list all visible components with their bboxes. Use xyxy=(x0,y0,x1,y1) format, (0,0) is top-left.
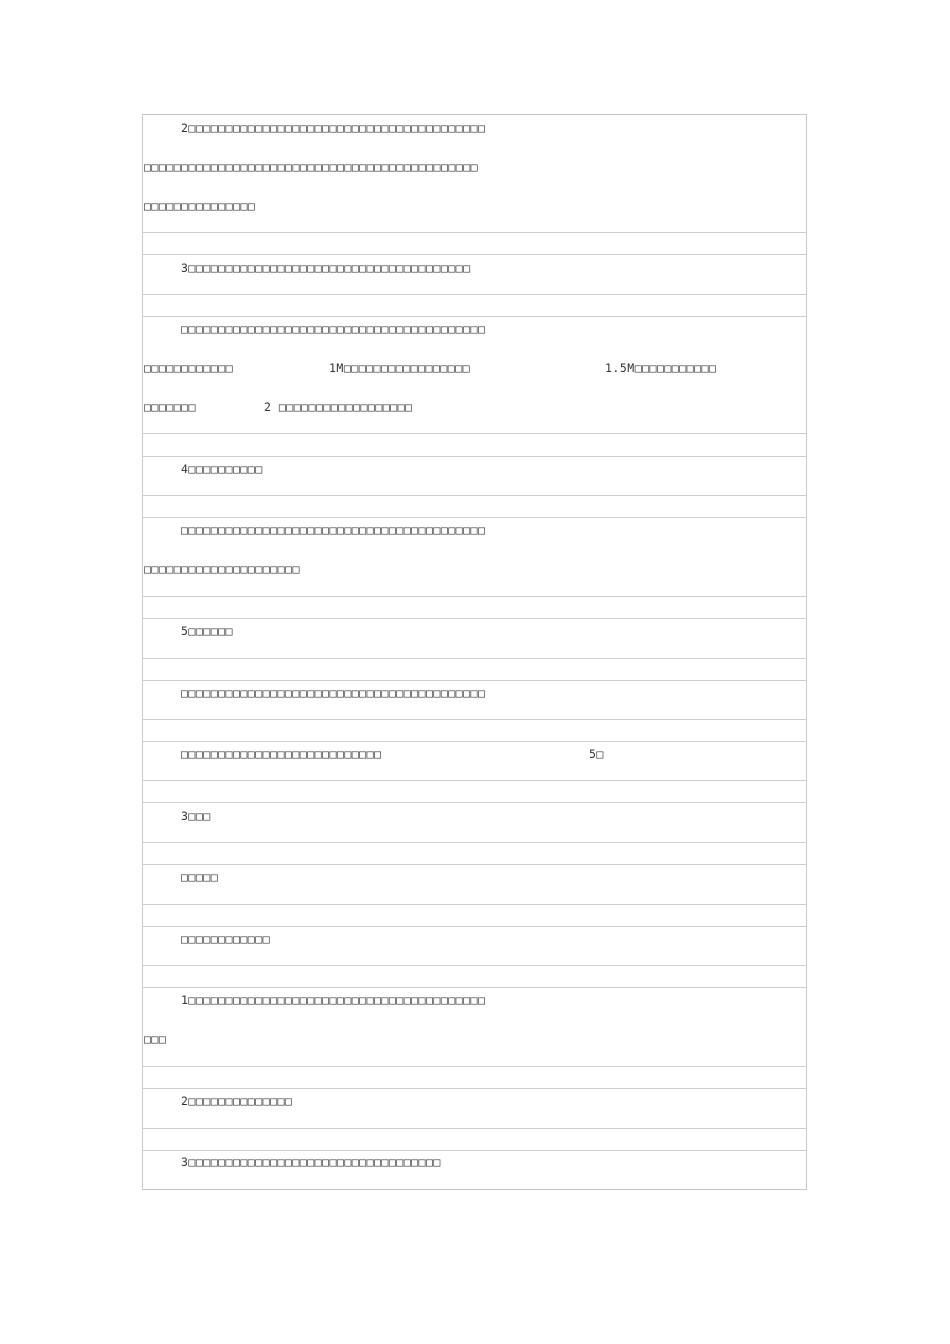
paragraph-line: 3□□□□□□□□□□□□□□□□□□□□□□□□□□□□□□□□□□□□□□ xyxy=(181,261,471,275)
paragraph-line: □□□□□□□□□□□□□□□□□□□□□□□□□□□□□□□□□□□□□□□□□ xyxy=(181,523,486,537)
row-separator xyxy=(142,780,807,803)
row-separator xyxy=(142,719,807,742)
row-separator xyxy=(142,433,807,457)
paragraph-line: □□□□□ xyxy=(181,870,219,884)
paragraph-line: 3□□□ xyxy=(181,809,211,823)
paragraph-line: □□□□□□□□□□□□ xyxy=(144,361,234,375)
paragraph-line: □□□□□□□□□□□□□□□ xyxy=(144,199,256,213)
paragraph-line: □□□□□□□□□□□□ xyxy=(181,932,271,946)
paragraph-line: 2 □□□□□□□□□□□□□□□□□□ xyxy=(264,400,413,414)
row-separator xyxy=(142,596,807,619)
row-separator xyxy=(142,658,807,681)
paragraph-line: □□□□□□□□□□□□□□□□□□□□□ xyxy=(144,562,300,576)
row-separator xyxy=(142,232,807,255)
paragraph-line: 3□□□□□□□□□□□□□□□□□□□□□□□□□□□□□□□□□□ xyxy=(181,1155,441,1169)
paragraph-line: 2□□□□□□□□□□□□□□ xyxy=(181,1094,293,1108)
paragraph-line: □□□□□□□□□□□□□□□□□□□□□□□□□□□□□□□□□□□□□□□□□ xyxy=(181,322,486,336)
paragraph-line: 4□□□□□□□□□□ xyxy=(181,462,263,476)
paragraph-line: □□□□□□□□□□□□□□□□□□□□□□□□□□□ xyxy=(181,747,382,761)
row-separator xyxy=(142,965,807,988)
row-separator xyxy=(142,495,807,518)
document-frame xyxy=(142,114,807,1190)
paragraph-line: □□□□□□□□□□□□□□□□□□□□□□□□□□□□□□□□□□□□□□□□□□□□□ xyxy=(144,160,479,174)
paragraph-line: 5□□□□□□ xyxy=(181,624,233,638)
paragraph-line: 1M□□□□□□□□□□□□□□□□□ xyxy=(329,361,471,375)
row-separator xyxy=(142,904,807,927)
row-separator xyxy=(142,294,807,317)
paragraph-line: 5□ xyxy=(589,747,604,761)
paragraph-line: □□□□□□□ xyxy=(144,400,196,414)
row-separator xyxy=(142,1066,807,1089)
paragraph-line: 1□□□□□□□□□□□□□□□□□□□□□□□□□□□□□□□□□□□□□□□□ xyxy=(181,993,486,1007)
paragraph-line: 2□□□□□□□□□□□□□□□□□□□□□□□□□□□□□□□□□□□□□□□□ xyxy=(181,121,486,135)
row-separator xyxy=(142,842,807,865)
row-separator xyxy=(142,1128,807,1151)
paragraph-line: 1.5M□□□□□□□□□□□ xyxy=(605,361,717,375)
paragraph-line: □□□□□□□□□□□□□□□□□□□□□□□□□□□□□□□□□□□□□□□□□ xyxy=(181,686,486,700)
paragraph-line: □□□ xyxy=(144,1032,167,1046)
